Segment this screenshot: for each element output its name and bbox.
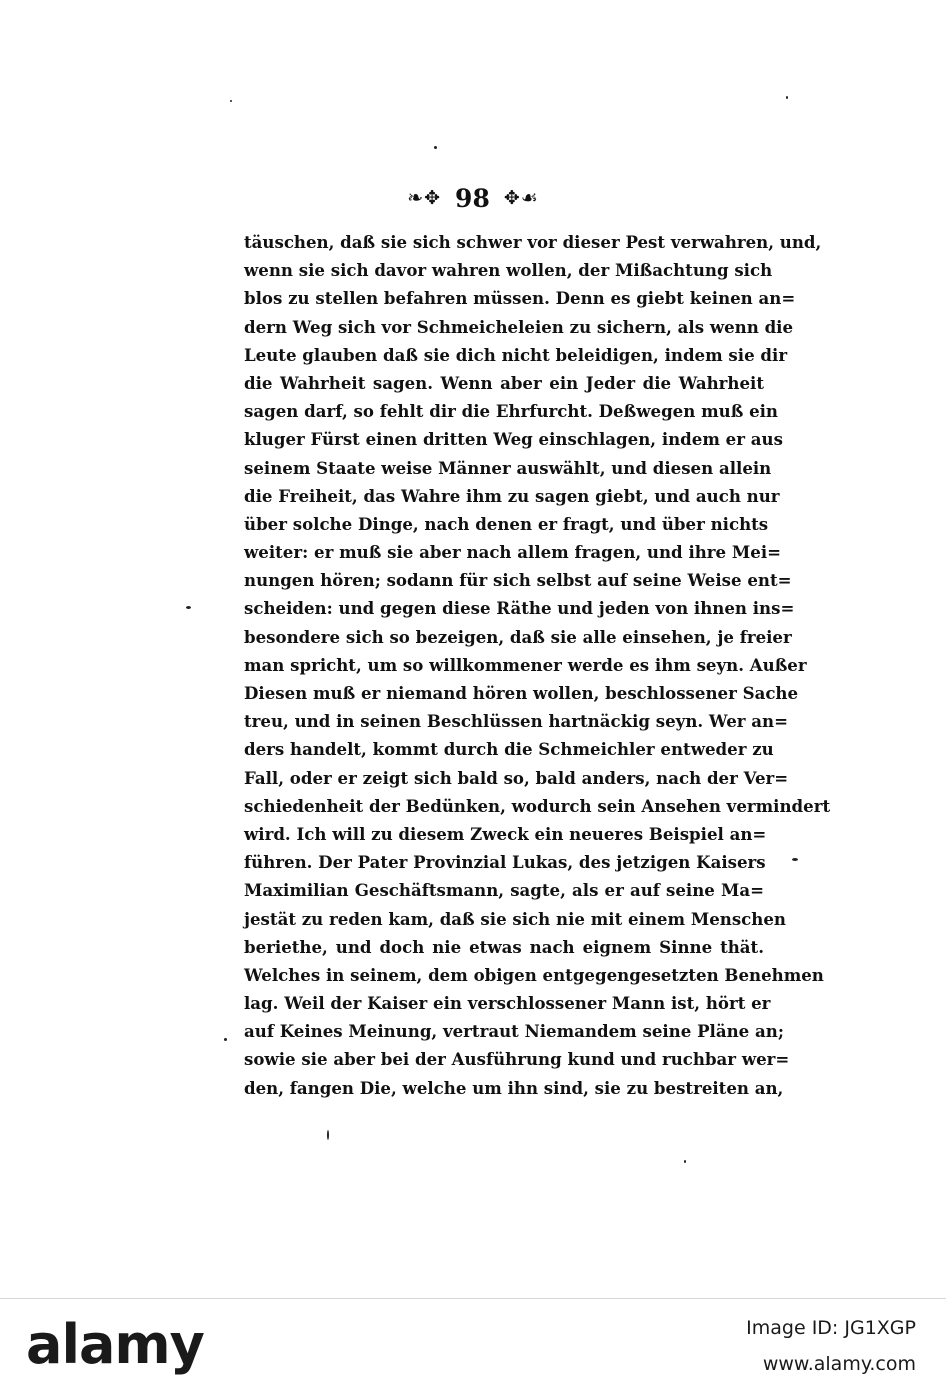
- text-line: kluger Fürst einen dritten Weg einschlagen, indem er aus: [244, 429, 783, 450]
- text-line: auf Keines Meinung, vertraut Niemandem seine Pläne an;: [244, 1021, 784, 1042]
- scan-speck: [786, 96, 788, 99]
- scan-speck: [434, 146, 437, 149]
- text-line: seinem Staate weise Männer auswählt, und diesen allein: [244, 457, 772, 478]
- text-line: Maximilian Geschäftsmann, sagte, als er auf seine Ma=: [244, 880, 764, 901]
- text-line: sowie sie aber bei der Ausführung kund und ruchbar wer=: [244, 1049, 790, 1070]
- text-line: die Freiheit, das Wahre ihm zu sagen giebt, und auch nur: [244, 485, 780, 506]
- text-line: Welches in seinem, dem obigen entgegengesetzten Benehmen: [244, 964, 824, 985]
- scan-speck: [230, 100, 232, 102]
- text-line: wenn sie sich davor wahren wollen, der Mißachtung sich: [244, 260, 773, 281]
- text-line: weiter: er muß sie aber nach allem fragen, und ihre Mei=: [244, 542, 782, 563]
- page-header: [0, 181, 946, 215]
- site-url: www.alamy.com: [762, 1353, 916, 1375]
- text-line: sagen darf, so fehlt dir die Ehrfurcht. Deßwegen muß ein: [244, 401, 778, 422]
- text-line: schiedenheit der Bedünken, wodurch sein Ansehen vermindert: [244, 795, 831, 816]
- ornament-left-icon: ❧✥: [407, 187, 442, 209]
- text-line: nungen hören; sodann für sich selbst auf seine Weise ent=: [244, 570, 792, 591]
- text-line: dern Weg sich vor Schmeicheleien zu sichern, als wenn die: [244, 316, 794, 337]
- text-line: treu, und in seinen Beschlüssen hartnäckig seyn. Wer an=: [244, 711, 789, 732]
- brand-logo: alamy: [26, 1313, 204, 1376]
- text-line: täuschen, daß sie sich schwer vor dieser Pest verwahren, und,: [244, 232, 822, 252]
- text-line: die Wahrheit sagen. Wenn aber ein Jeder die Wahrheit: [244, 372, 764, 393]
- watermark-footer: [0, 1298, 946, 1391]
- page-number: 98: [455, 183, 490, 213]
- scan-speck: [792, 858, 798, 861]
- text-line: blos zu stellen befahren müssen. Denn es giebt keinen an=: [244, 288, 796, 309]
- text-line: beriethe, und doch nie etwas nach eignem Sinne thät.: [244, 936, 764, 957]
- scan-speck: [224, 1038, 227, 1041]
- text-line: lag. Weil der Kaiser ein verschlossener Mann ist, hört er: [244, 993, 771, 1014]
- text-line: Leute glauben daß sie dich nicht beleidigen, indem sie dir: [244, 344, 788, 365]
- text-line: ders handelt, kommt durch die Schmeichler entweder zu: [244, 739, 774, 760]
- scan-speck: [684, 1160, 686, 1163]
- text-line: Diesen muß er niemand hören wollen, beschlossener Sache: [244, 683, 799, 703]
- text-line: den, fangen Die, welche um ihn sind, sie zu bestreiten an,: [244, 1077, 784, 1098]
- scan-speck: [186, 606, 191, 609]
- scan-speck: [327, 1130, 329, 1140]
- text-line: Fall, oder er zeigt sich bald so, bald anders, nach der Ver=: [244, 767, 789, 788]
- text-line: scheiden: und gegen diese Räthe und jeden von ihnen ins=: [244, 598, 795, 619]
- text-line: man spricht, um so willkommener werde es ihm seyn. Außer: [244, 654, 807, 675]
- body-text: [244, 228, 831, 1102]
- text-line: über solche Dinge, nach denen er fragt, und über nichts: [244, 513, 769, 534]
- text-line: besondere sich so bezeigen, daß sie alle einsehen, je freier: [244, 626, 792, 647]
- text-line: führen. Der Pater Provinzial Lukas, des jetzigen Kaisers: [244, 852, 766, 873]
- image-id-label: Image ID: JG1XGP: [746, 1317, 916, 1339]
- ornament-right-icon: ✥☙: [503, 187, 539, 209]
- text-line: wird. Ich will zu diesem Zweck ein neueres Beispiel an=: [244, 823, 767, 844]
- text-line: jestät zu reden kam, daß sie sich nie mit einem Menschen: [244, 908, 786, 929]
